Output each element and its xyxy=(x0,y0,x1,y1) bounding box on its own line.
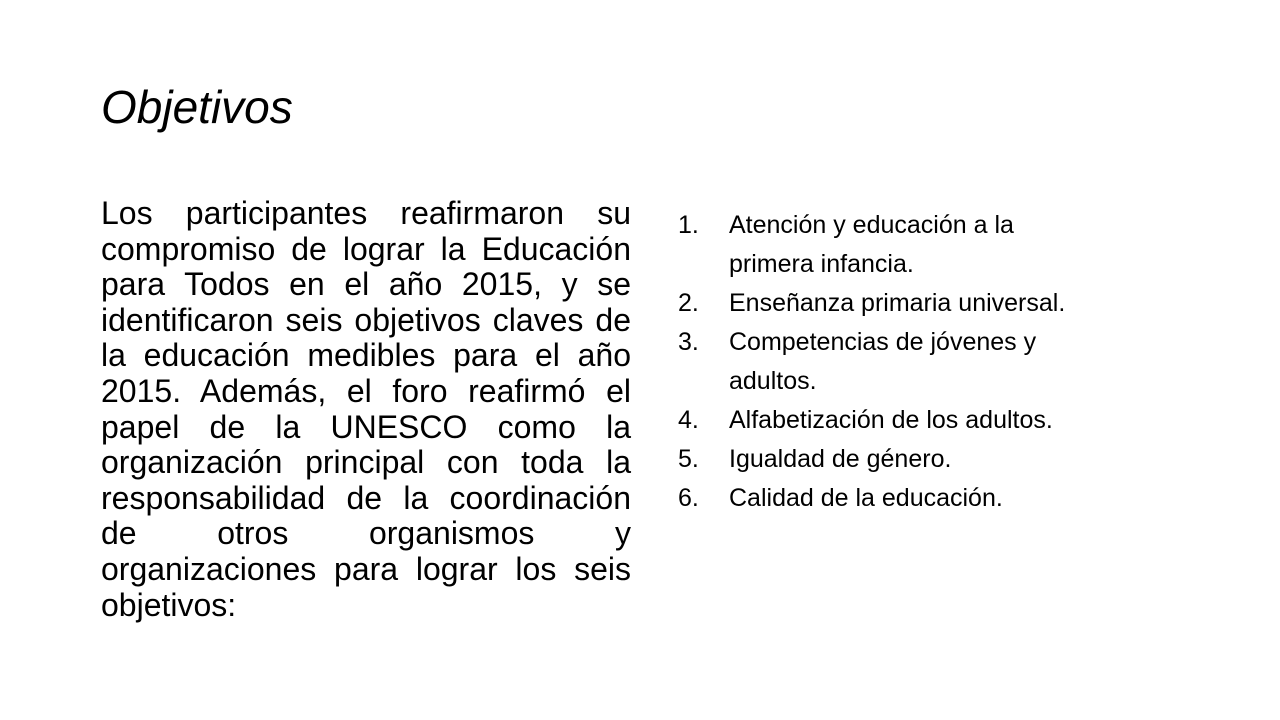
list-item-text: Alfabetización de los adultos. xyxy=(729,406,1053,434)
list-item-text: Calidad de la educación. xyxy=(729,484,1003,512)
list-item xyxy=(678,206,1078,284)
list-item-text: Competencias de jóvenes y adultos. xyxy=(729,328,1037,395)
list-item-number: 2. xyxy=(678,289,699,317)
list-item xyxy=(678,479,1078,518)
intro-paragraph: Los participantes reafirmaron su compromiso de lograr la Educación para Todos en el año 2015, y se identificaron seis objetivos claves de la educación medibles para el año 2015. Además, el foro reafirmó el papel de la UNESCO como la organización principal con toda la responsabilidad de la coordinación de otros organismos y organizaciones para lograr los seis objetivos: xyxy=(101,195,631,623)
objectives-list xyxy=(678,206,1078,518)
list-item-number: 1. xyxy=(678,211,699,239)
list-item xyxy=(678,401,1078,440)
list-item xyxy=(678,284,1078,323)
slide-title: Objetivos xyxy=(101,81,293,133)
list-item-text: Atención y educación a la primera infancia. xyxy=(729,211,1014,278)
list-item-number: 6. xyxy=(678,484,699,512)
list-item-text: Igualdad de género. xyxy=(729,445,952,473)
list-item-number: 5. xyxy=(678,445,699,473)
list-item-number: 3. xyxy=(678,328,699,356)
list-item-text: Enseñanza primaria universal. xyxy=(729,289,1066,317)
list-item xyxy=(678,323,1078,401)
list-item-number: 4. xyxy=(678,406,699,434)
list-item xyxy=(678,440,1078,479)
